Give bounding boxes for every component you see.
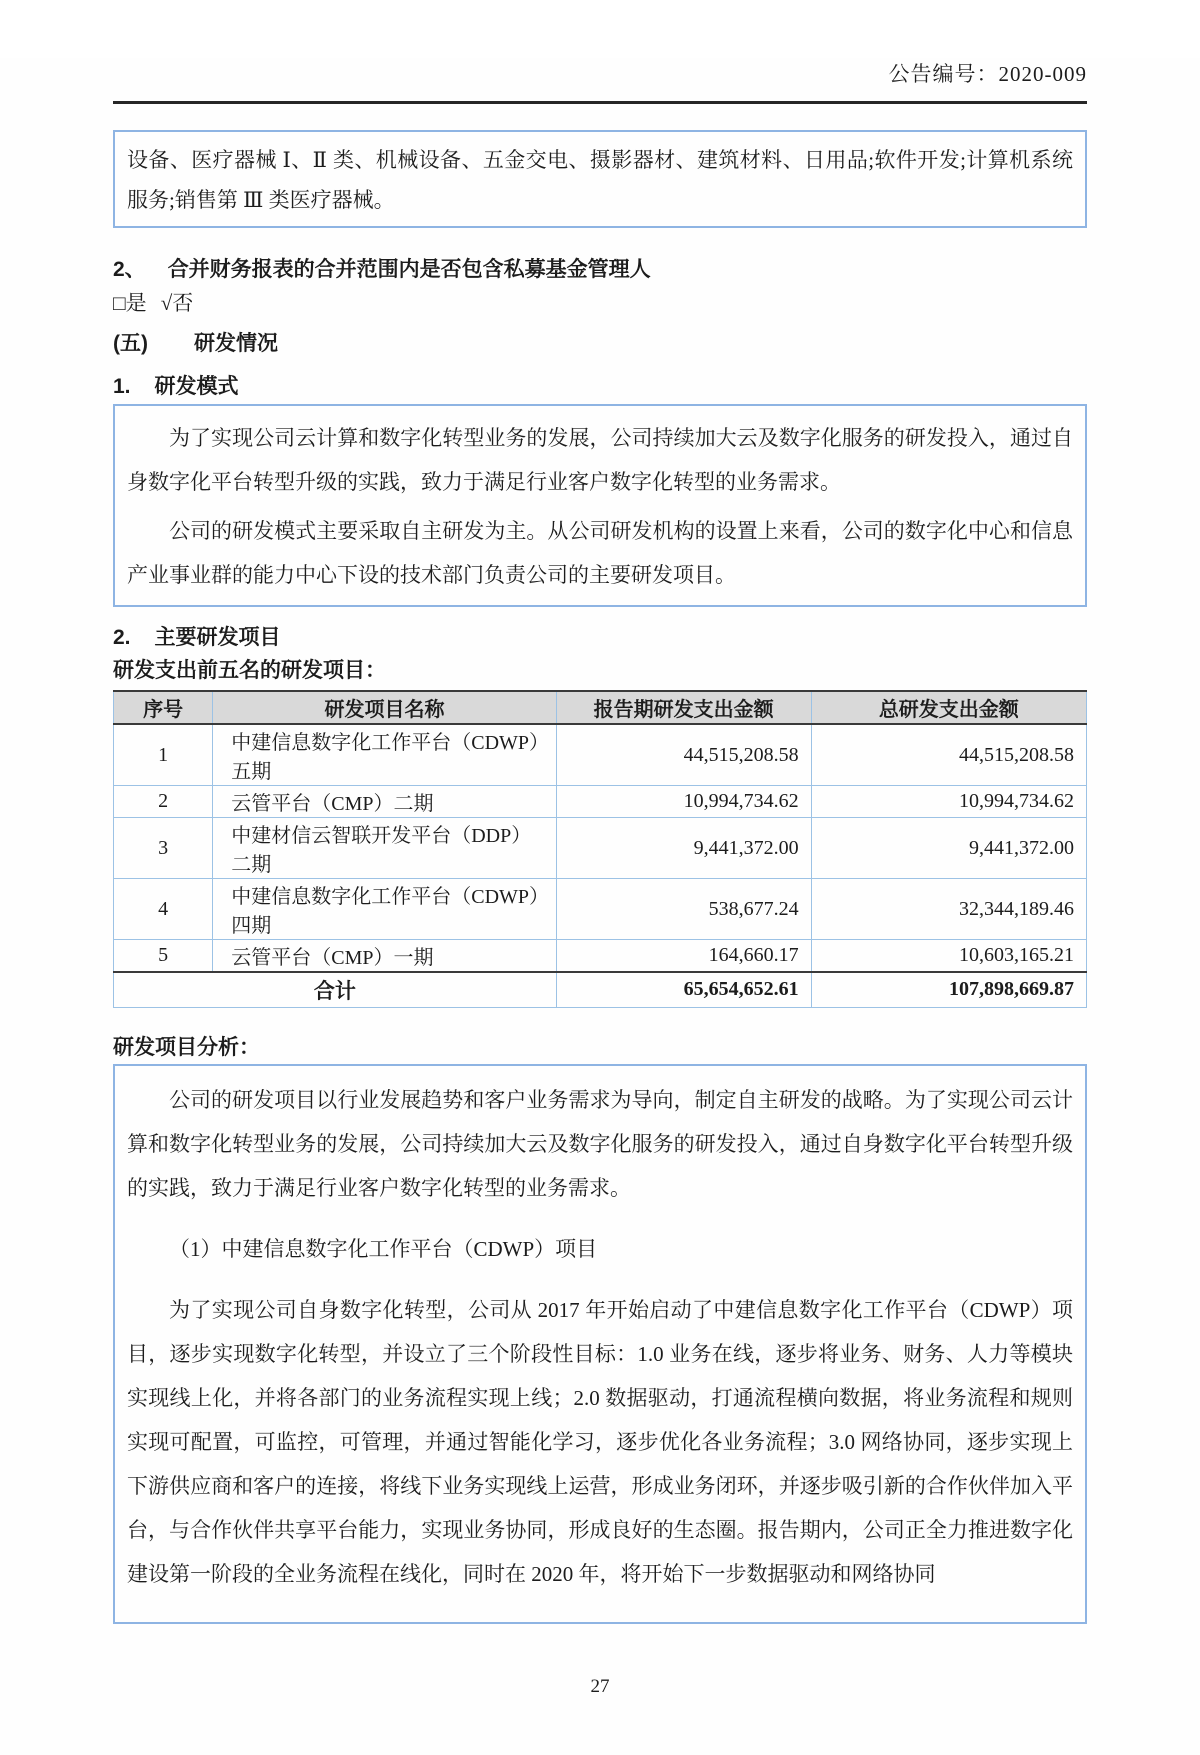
cell-period-spend: 164,660.17 xyxy=(556,940,811,973)
business-scope-text: 设备、医疗器械 Ⅰ、Ⅱ 类、机械设备、五金交电、摄影器材、建筑材料、日用品;软件开发;计算机系统服务;销售第 Ⅲ 类医疗器械。 xyxy=(127,148,1073,212)
cell-project-name: 云管平台（CMP）二期 xyxy=(213,786,556,818)
rd-mode-paragraph: 公司的研发模式主要采取自主研发为主。从公司研发机构的设置上来看，公司的数字化中心和信息产业事业群的能力中心下设的技术部门负责公司的主要研发项目。 xyxy=(127,519,1073,587)
cell-index: 5 xyxy=(114,940,213,973)
total-label: 合计 xyxy=(114,972,557,1007)
yes-no-options xyxy=(113,291,1087,315)
document-page xyxy=(0,58,1200,1755)
cell-total-spend: 10,994,734.62 xyxy=(811,786,1086,818)
page-number: 27 xyxy=(590,1676,610,1697)
table-row xyxy=(114,724,1087,786)
cell-index: 1 xyxy=(114,724,213,786)
cell-index: 3 xyxy=(114,818,213,879)
cell-project-name: 中建信息数字化工作平台（CDWP）五期 xyxy=(213,724,556,786)
section-2-number: 2、 xyxy=(113,258,146,281)
cell-project-name: 云管平台（CMP）一期 xyxy=(213,940,556,973)
section-5-title: 研发情况 xyxy=(194,332,278,355)
rd-mode-number: 1. xyxy=(113,375,131,398)
cell-period-spend: 538,677.24 xyxy=(556,879,811,940)
column-header-project-name: 研发项目名称 xyxy=(213,691,556,724)
analysis-paragraph: 公司的研发项目以行业发展趋势和客户业务需求为导向，制定自主研发的战略。为了实现公司云计算和数字化转型业务的发展，公司持续加大云及数字化服务的研发投入，通过自身数字化平台转型升级的实践，致力于满足行业客户数字化转型的业务需求。 xyxy=(127,1087,1073,1200)
analysis-paragraph: 为了实现公司自身数字化转型，公司从 2017 年开始启动了中建信息数字化工作平台（CDWP）项目，逐步实现数字化转型，并设立了三个阶段性目标：1.0 业务在线，逐步将业务、财务、人力等模块实现线上化，并将各部门的业务流程实现上线；2.0 数据驱动，打通流程横向数据，将业务流程和规则实现可配置，可监控，可管理，并通过智能化学习，逐步优化各业务流程；3.0 网络协同，逐步实现上下游供应商和客户的连接，将线下业务实现线上运营，形成业务闭环，并逐步吸引新的合作伙伴加入平台，与合作伙伴共享平台能力，实现业务协同，形成良好的生态圈。报告期内，公司正全力推进数字化建设第一阶段的全业务流程在线化，同时在 2020 年，将开始下一步数据驱动和网络协同 xyxy=(127,1297,1073,1586)
cell-project-name: 中建材信云智联开发平台（DDP）二期 xyxy=(213,818,556,879)
rd-mode-paragraph: 为了实现公司云计算和数字化转型业务的发展，公司持续加大云及数字化服务的研发投入，通过自身数字化平台转型升级的实践，致力于满足行业客户数字化转型的业务需求。 xyxy=(127,426,1073,494)
rd-projects-table xyxy=(113,690,1087,1008)
table-row xyxy=(114,879,1087,940)
rd-projects-table-container xyxy=(113,690,1087,1008)
rd-mode-box xyxy=(113,404,1087,607)
option-yes: □是 xyxy=(113,291,147,315)
table-header-row xyxy=(114,691,1087,724)
rd-mode-heading xyxy=(113,375,1087,399)
table-row xyxy=(114,818,1087,879)
analysis-label: 研发项目分析： xyxy=(113,1035,260,1059)
rd-projects-heading xyxy=(113,626,1087,650)
business-scope-box xyxy=(113,130,1087,228)
column-header-total-spend: 总研发支出金额 xyxy=(811,691,1086,724)
cell-period-spend: 10,994,734.62 xyxy=(556,786,811,818)
section-2-title: 合并财务报表的合并范围内是否包含私募基金管理人 xyxy=(167,258,651,281)
cell-index: 2 xyxy=(114,786,213,818)
cell-period-spend: 44,515,208.58 xyxy=(556,724,811,786)
table-total-row xyxy=(114,972,1087,1007)
cell-total-spend: 10,603,165.21 xyxy=(811,940,1086,973)
page-header xyxy=(113,58,1087,104)
rd-mode-title: 研发模式 xyxy=(154,375,239,398)
rd-projects-title: 主要研发项目 xyxy=(154,626,281,649)
rd-projects-number: 2. xyxy=(113,626,131,649)
table-row xyxy=(114,786,1087,818)
cell-project-name: 中建信息数字化工作平台（CDWP）四期 xyxy=(213,879,556,940)
section-5-number: (五) xyxy=(113,332,148,355)
doc-number: 公告编号：2020-009 xyxy=(888,62,1087,86)
total-period-spend: 65,654,652.61 xyxy=(556,972,811,1007)
section-2-heading xyxy=(113,258,1087,282)
option-no: √否 xyxy=(160,291,194,315)
cell-total-spend: 32,344,189.46 xyxy=(811,879,1086,940)
table-row xyxy=(114,940,1087,973)
cell-index: 4 xyxy=(114,879,213,940)
rd-table-caption: 研发支出前五名的研发项目： xyxy=(113,659,386,682)
cell-total-spend: 44,515,208.58 xyxy=(811,724,1086,786)
column-header-period-spend: 报告期研发支出金额 xyxy=(556,691,811,724)
section-5-heading xyxy=(113,332,1087,356)
cell-total-spend: 9,441,372.00 xyxy=(811,818,1086,879)
total-total-spend: 107,898,669.87 xyxy=(811,972,1086,1007)
analysis-paragraph: （1）中建信息数字化工作平台（CDWP）项目 xyxy=(169,1236,598,1261)
cell-period-spend: 9,441,372.00 xyxy=(556,818,811,879)
analysis-box xyxy=(113,1064,1087,1624)
column-header-index: 序号 xyxy=(114,691,213,724)
